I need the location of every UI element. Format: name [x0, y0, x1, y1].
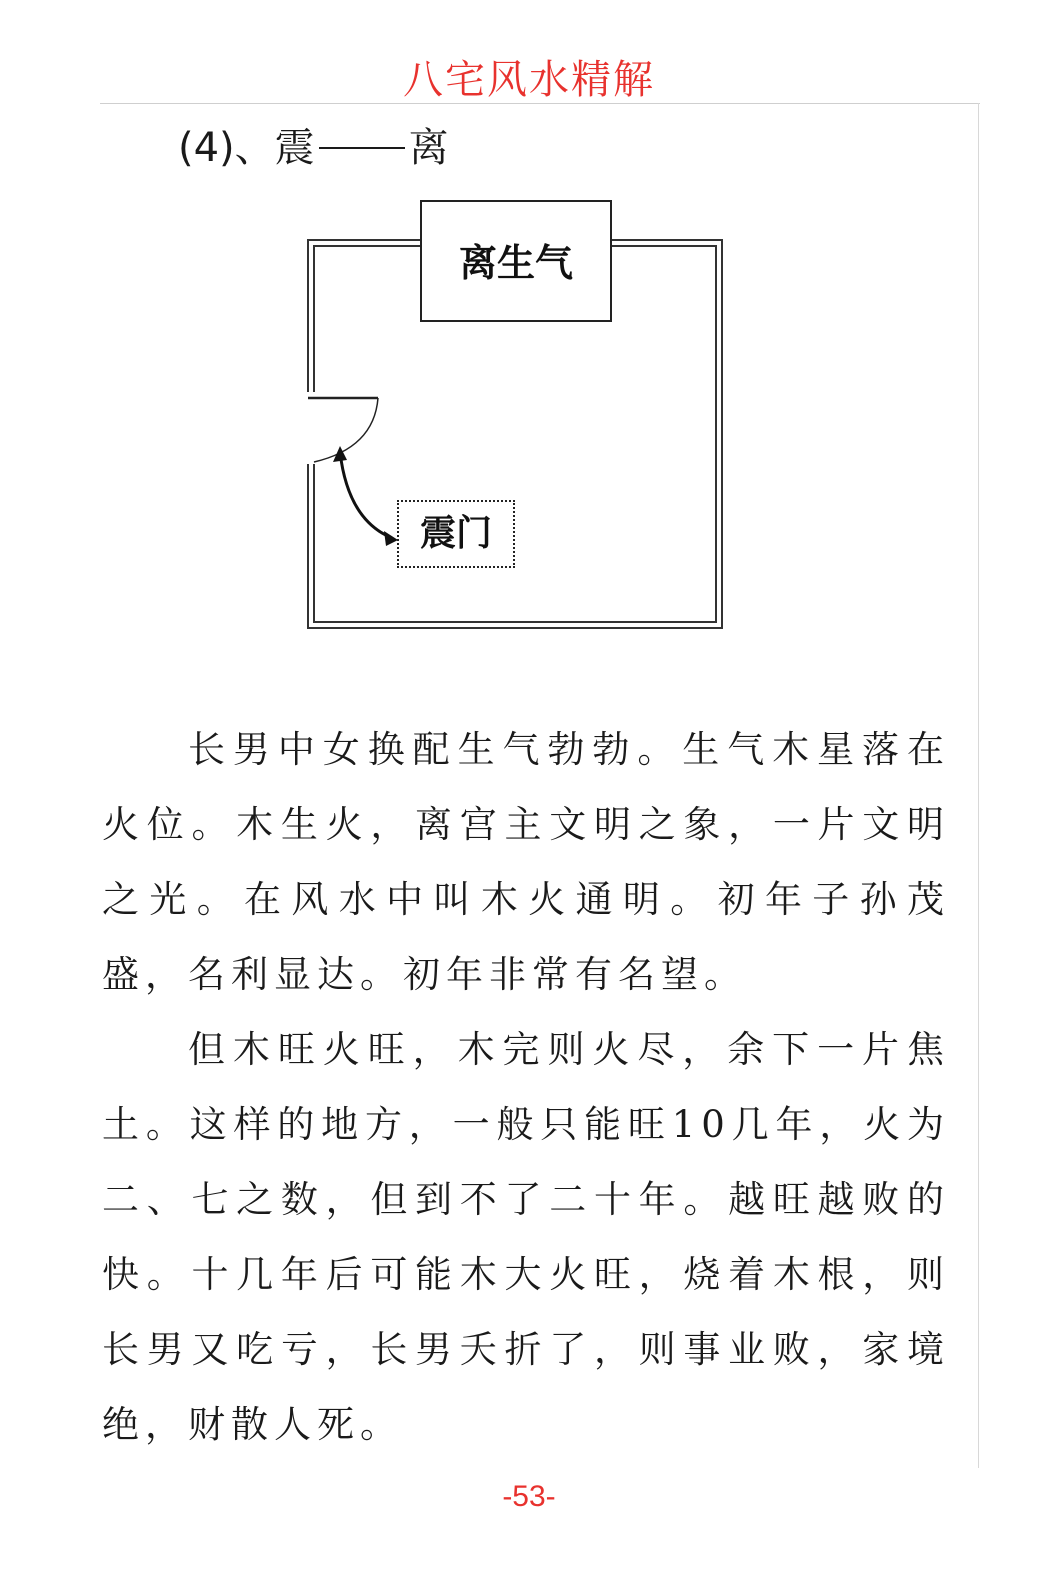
- door-arrow: [340, 452, 392, 538]
- body-text: [102, 712, 950, 1462]
- page-number: -53-: [502, 1480, 556, 1513]
- section-title-end: 离: [408, 125, 449, 171]
- door-swing-arc: [314, 398, 378, 462]
- zhen-door-box: 震门: [397, 500, 515, 568]
- header-rule: [100, 103, 980, 104]
- paragraph: 但木旺火旺，木完则火尽，余下一片焦土。这样的地方，一般只能旺10几年，火为二、七之数，但到不了二十年。越旺越败的快。十几年后可能木大火旺，烧着木根，则长男又吃亏，长男夭折了，则事业败，家境绝，财散人死。: [102, 1028, 950, 1446]
- margin-rule: [978, 103, 979, 1468]
- book-title: 八宅风水精解: [403, 57, 655, 103]
- arrow-head-top: [333, 446, 347, 462]
- li-shengqi-box: 离生气: [420, 200, 612, 322]
- section-heading: [178, 116, 449, 173]
- heading-dash: [319, 147, 405, 149]
- paragraph: 长男中女换配生气勃勃。生气木星落在火位。木生火，离宫主文明之象，一片文明之光。在风水中叫木火通明。初年子孙茂盛，名利显达。初年非常有名望。: [102, 728, 950, 996]
- arrow-head-bottom: [384, 531, 398, 546]
- house-diagram: [300, 190, 730, 640]
- section-number: (4)、震: [178, 125, 315, 171]
